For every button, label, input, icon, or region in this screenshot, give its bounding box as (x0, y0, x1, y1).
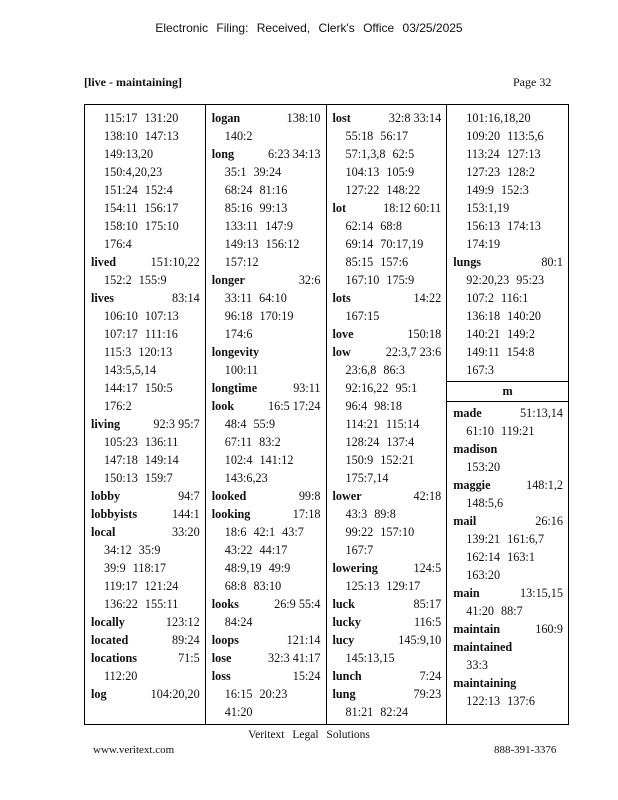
page-line-refs: 147:18 149:14 (104, 453, 179, 467)
index-column-4 (447, 105, 568, 724)
page-line-refs: 150:13 159:7 (104, 471, 173, 485)
index-headword-entry (212, 667, 321, 685)
page-line-refs: 167:15 (345, 309, 380, 323)
page-line-refs: 112:20 (104, 669, 138, 683)
headword: longevity (211, 345, 260, 359)
headword: look (211, 399, 235, 413)
page-line-refs: 85:16 99:13 (224, 201, 288, 215)
page-line-refs: 32:8 33:14 (388, 111, 442, 125)
headword: local (91, 525, 116, 539)
page-line-refs: 104:13 105:9 (345, 165, 415, 179)
page-line-refs: 133:11 147:9 (224, 219, 293, 233)
headword: log (91, 687, 107, 701)
headword: low (332, 345, 351, 359)
page-line-refs: 136:22 155:11 (104, 597, 179, 611)
index-headword-entry (333, 595, 442, 613)
page-line-refs: 41:20 (224, 705, 253, 719)
page-line-refs: 144:1 (171, 507, 200, 521)
headword: maintaining (453, 676, 517, 690)
page-line-refs: 145:13,15 (345, 651, 395, 665)
page-line-refs: 61:10 119:21 (466, 424, 535, 438)
headword: maggie (453, 478, 491, 492)
page-line-refs: 153:1,19 (466, 201, 510, 215)
page-line-refs: 89:24 (171, 633, 200, 647)
page-line-refs: 42:18 (413, 489, 442, 503)
index-headword-entry (212, 109, 321, 127)
index-headword-entry (212, 343, 321, 361)
page-line-refs: 138:10 147:13 (104, 129, 179, 143)
index-headword-entry (333, 487, 442, 505)
headword: mail (453, 514, 477, 528)
index-column-2 (206, 105, 327, 724)
page-line-refs: 139:21 161:6,7 (466, 532, 545, 546)
page-line-refs: 41:20 88:7 (466, 604, 523, 618)
index-headword-entry (91, 649, 200, 667)
headword: living (91, 417, 121, 431)
page-line-refs: 127:22 148:22 (345, 183, 421, 197)
headword: lunch (332, 669, 362, 683)
headword: lost (332, 111, 351, 125)
index-headword-entry (212, 487, 321, 505)
page-line-refs: 140:21 149:2 (466, 327, 535, 341)
page-number: Page 32 (513, 75, 552, 89)
page-line-refs: 144:17 150:5 (104, 381, 173, 395)
page-line-refs: 143:6,23 (224, 471, 268, 485)
headword: lower (332, 489, 362, 503)
page-line-refs: 96:18 170:19 (224, 309, 294, 323)
page-line-refs: 140:2 (224, 129, 253, 143)
page-line-refs: 26:16 (535, 514, 563, 528)
page-line-refs: 127:23 128:2 (466, 165, 535, 179)
index-headword-entry (453, 584, 563, 602)
index-headword-entry (212, 271, 321, 289)
page-line-refs: 151:10,22 (150, 255, 200, 269)
page-line-refs: 14:22 (413, 291, 442, 305)
headword: lives (91, 291, 115, 305)
index-headword-entry (453, 512, 563, 530)
page-line-refs: 94:7 (178, 489, 200, 503)
page-line-refs: 174:6 (224, 327, 253, 341)
headword: logan (211, 111, 241, 125)
headword: love (332, 327, 354, 341)
headword: lung (332, 687, 356, 701)
page-line-refs: 148:1,2 (526, 478, 563, 492)
page-line-refs: 48:4 55:9 (224, 417, 276, 431)
index-headword-entry (333, 289, 442, 307)
page-line-refs: 150:4,20,23 (104, 165, 163, 179)
index-headword-entry (212, 505, 321, 523)
page-line-refs: 175:7,14 (345, 471, 389, 485)
page-line-refs: 22:3,7 23:6 (385, 345, 442, 359)
page-line-refs: 115:3 120:13 (104, 345, 173, 359)
index-headword-entry (333, 343, 442, 361)
index-column-3 (327, 105, 448, 724)
index-headword-entry (212, 649, 321, 667)
page-line-refs: 68:24 81:16 (224, 183, 288, 197)
headword: loss (211, 669, 231, 683)
index-headword-entry (212, 145, 321, 163)
index-range-header: [live - maintaining] (84, 75, 182, 89)
page-line-refs: 33:11 64:10 (224, 291, 287, 305)
page-line-refs: 7:24 (419, 669, 442, 683)
index-headword-entry (453, 404, 563, 422)
page-line-refs: 33:20 (171, 525, 200, 539)
headword: long (211, 147, 235, 161)
page-line-refs: 149:9 152:3 (466, 183, 529, 197)
page-line-refs: 150:9 152:21 (345, 453, 415, 467)
page-line-refs: 62:14 68:8 (345, 219, 402, 233)
page-line-refs: 157:12 (224, 255, 259, 269)
footer-phone: 888-391-3376 (494, 744, 557, 756)
page-line-refs: 57:1,3,8 62:5 (345, 147, 415, 161)
page-line-refs: 32:6 (298, 273, 321, 287)
page-line-refs: 83:14 (171, 291, 200, 305)
footer-company: Veritext Legal Solutions (248, 729, 370, 741)
headword: luck (332, 597, 355, 611)
page-line-refs: 99:22 157:10 (345, 525, 415, 539)
index-headword-entry (91, 289, 200, 307)
headword: locally (91, 615, 125, 629)
page-line-refs: 85:15 157:6 (345, 255, 409, 269)
page-line-refs: 156:13 174:13 (466, 219, 542, 233)
page-line-refs: 92:16,22 95:1 (345, 381, 418, 395)
page-line-refs: 17:18 (292, 507, 321, 521)
page-line-refs: 15:24 (292, 669, 321, 683)
headword: longer (211, 273, 245, 287)
index-headword-entry (91, 487, 200, 505)
page-line-refs: 92:20,23 95:23 (466, 273, 545, 287)
index-headword-entry (333, 685, 442, 703)
headword: main (453, 586, 480, 600)
index-headword-entry (453, 638, 563, 656)
word-index-table (84, 104, 569, 725)
page-line-refs: 26:9 55:4 (274, 597, 321, 611)
index-headword-entry (212, 379, 321, 397)
index-headword-entry (333, 631, 442, 649)
page-line-refs: 163:20 (466, 568, 501, 582)
page-line-refs: 116:5 (413, 615, 442, 629)
page-line-refs: 123:12 (165, 615, 200, 629)
headword: loops (211, 633, 239, 647)
page-line-refs: 158:10 175:10 (104, 219, 179, 233)
page-line-refs: 16:5 17:24 (268, 399, 321, 413)
page-line-refs: 138:10 (286, 111, 321, 125)
headword: longtime (211, 381, 258, 395)
headword: lobbyists (91, 507, 138, 521)
page-line-refs: 174:19 (466, 237, 501, 251)
page-line-refs: 124:5 (413, 561, 442, 575)
page-line-refs: 39:9 118:17 (104, 561, 167, 575)
headword: maintained (453, 640, 513, 654)
page-line-refs: 93:11 (293, 381, 321, 395)
page-line-refs: 101:16,18,20 (466, 111, 531, 125)
index-headword-entry (91, 685, 200, 703)
page-line-refs: 167:7 (345, 543, 374, 557)
page-line-refs: 115:17 131:20 (104, 111, 179, 125)
page-line-refs: 51:13,14 (520, 406, 563, 420)
page-line-refs: 55:18 56:17 (345, 129, 409, 143)
headword: looking (211, 507, 251, 521)
page-line-refs: 106:10 107:13 (104, 309, 179, 323)
page-line-refs: 99:8 (298, 489, 321, 503)
page-line-refs: 67:11 83:2 (224, 435, 281, 449)
page-line-refs: 34:12 35:9 (104, 543, 161, 557)
headword: lucy (332, 633, 355, 647)
index-headword-entry (91, 253, 200, 271)
index-headword-entry (212, 631, 321, 649)
page-line-refs: 33:3 (466, 658, 488, 672)
index-headword-entry (333, 199, 442, 217)
headword: locations (91, 651, 138, 665)
page-line-refs: 35:1 39:24 (224, 165, 282, 179)
page-line-refs: 84:24 (224, 615, 253, 629)
headword: maintain (453, 622, 500, 636)
headword: lots (332, 291, 351, 305)
page-line-refs: 68:8 83:10 (224, 579, 282, 593)
headword: located (91, 633, 129, 647)
page-line-refs: 107:17 111:16 (104, 327, 178, 341)
page-line-refs: 43:22 44:17 (224, 543, 288, 557)
page-line-refs: 96:4 98:18 (345, 399, 402, 413)
page-line-refs: 151:24 152:4 (104, 183, 173, 197)
page-line-refs: 18:12 60:11 (383, 201, 442, 215)
index-headword-entry (91, 505, 200, 523)
page-line-refs: 119:17 121:24 (104, 579, 179, 593)
headword: lived (91, 255, 117, 269)
page-line-refs: 160:9 (535, 622, 563, 636)
headword: looks (211, 597, 239, 611)
page-line-refs: 114:21 115:14 (345, 417, 420, 431)
page-line-refs: 23:6,8 86:3 (345, 363, 406, 377)
page-line-refs: 176:4 (104, 237, 132, 251)
page-line-refs: 154:11 156:17 (104, 201, 179, 215)
index-headword-entry (91, 523, 200, 541)
index-headword-entry (91, 415, 200, 433)
page-line-refs: 113:24 127:13 (466, 147, 541, 161)
page-line-refs: 162:14 163:1 (466, 550, 535, 564)
page-line-refs: 92:3 95:7 (153, 417, 200, 431)
page-line-refs: 125:13 129:17 (345, 579, 421, 593)
page-line-refs: 6:23 34:13 (268, 147, 321, 161)
index-headword-entry (453, 440, 563, 458)
page-line-refs: 80:1 (541, 255, 563, 269)
index-headword-entry (453, 620, 563, 638)
page-line-refs: 176:2 (104, 399, 132, 413)
index-headword-entry (453, 253, 563, 271)
page-line-refs: 148:5,6 (466, 496, 504, 510)
index-headword-entry (91, 613, 200, 631)
page-line-refs: 85:17 (413, 597, 442, 611)
page-line-refs: 143:5,5,14 (104, 363, 157, 377)
page-line-refs: 48:9,19 49:9 (224, 561, 291, 575)
index-headword-entry (453, 674, 563, 692)
page-line-refs: 71:5 (178, 651, 200, 665)
headword: lot (332, 201, 347, 215)
page-line-refs: 128:24 137:4 (345, 435, 415, 449)
index-headword-entry (333, 109, 442, 127)
page-line-refs: 109:20 113:5,6 (466, 129, 544, 143)
footer-website: www.veritext.com (93, 744, 175, 756)
page-line-refs: 167:10 175:9 (345, 273, 415, 287)
page-line-refs: 69:14 70:17,19 (345, 237, 424, 251)
page-line-refs: 149:13 156:12 (224, 237, 300, 251)
page-line-refs: 145:9,10 (398, 633, 442, 647)
page-line-refs: 136:18 140:20 (466, 309, 542, 323)
headword: lobby (91, 489, 121, 503)
page-line-refs: 152:2 155:9 (104, 273, 167, 287)
page-line-refs: 32:3 41:17 (268, 651, 321, 665)
page-line-refs: 100:11 (224, 363, 259, 377)
page-line-refs: 149:13,20 (104, 147, 154, 161)
headword: lungs (453, 255, 482, 269)
index-headword-entry (333, 613, 442, 631)
index-headword-entry (333, 559, 442, 577)
page-line-refs: 153:20 (466, 460, 501, 474)
page-line-refs: 150:18 (407, 327, 442, 341)
index-headword-entry (212, 595, 321, 613)
index-column-1 (85, 105, 206, 724)
index-headword-entry (333, 325, 442, 343)
page-line-refs: 122:13 137:6 (466, 694, 535, 708)
index-headword-entry (212, 397, 321, 415)
page-line-refs: 16:15 20:23 (224, 687, 288, 701)
letter-divider: m (447, 381, 568, 402)
page-line-refs: 121:14 (286, 633, 321, 647)
page-line-refs: 13:15,15 (520, 586, 563, 600)
headword: lose (211, 651, 232, 665)
page-line-refs: 149:11 154:8 (466, 345, 535, 359)
page-line-refs: 107:2 116:1 (466, 291, 529, 305)
page-line-refs: 81:21 82:24 (345, 705, 409, 719)
page-line-refs: 102:4 141:12 (224, 453, 294, 467)
page-line-refs: 167:3 (466, 363, 495, 377)
index-headword-entry (453, 476, 563, 494)
headword: lucky (332, 615, 361, 629)
page-line-refs: 43:3 89:8 (345, 507, 396, 521)
page-line-refs: 18:6 42:1 43:7 (224, 525, 304, 539)
index-headword-entry (333, 667, 442, 685)
headword: madison (453, 442, 498, 456)
page-line-refs: 105:23 136:11 (104, 435, 179, 449)
headword: looked (211, 489, 247, 503)
index-headword-entry (91, 631, 200, 649)
page-line-refs: 79:23 (413, 687, 442, 701)
page-line-refs: 104:20,20 (150, 687, 200, 701)
headword: made (453, 406, 482, 420)
filing-stamp: Electronic Filing: Received, Clerk's Office 03/25/2025 (155, 21, 463, 35)
headword: lowering (332, 561, 378, 575)
